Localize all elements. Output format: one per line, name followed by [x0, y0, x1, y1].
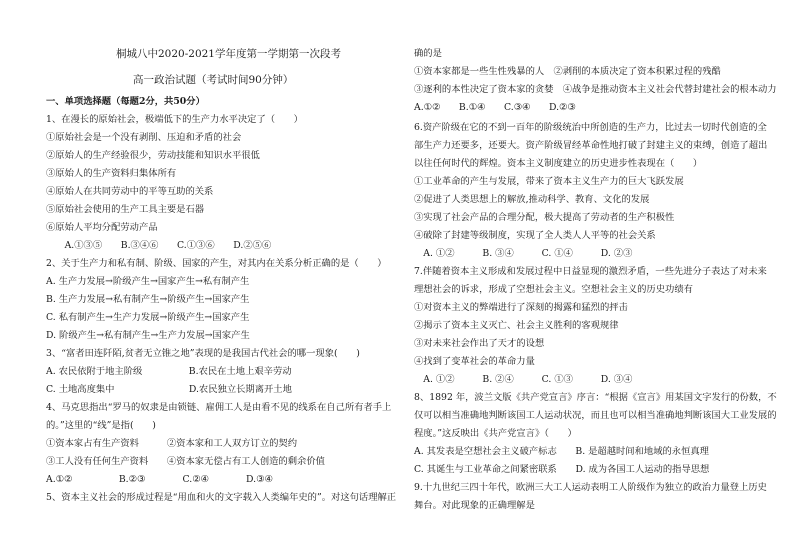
question-9-cont: 舞台。对此现象的正确理解是	[414, 500, 535, 511]
question-8-cont: 仅可以相当准确地判断该国工人运动状况，而且也可以相当准确地判断该国大工业发展的	[414, 410, 777, 421]
option-line: ①对资本主义的弊端进行了深刻的揭露和猛烈的抨击	[414, 302, 628, 313]
option-line: ③工人没有任何生产资料 ④资本家无偿占有工人创造的剩余价值	[46, 456, 325, 467]
option-line: ⑤原始社会使用的生产工具主要是石器	[46, 204, 205, 215]
question-9: 9.十九世纪三四十年代，欧洲三大工人运动表明工人阶级作为独立的政治力量登上历史	[414, 482, 767, 493]
question-8-cont: 程度。”这反映出《共产党宣言》（ ）	[414, 428, 577, 439]
question-6-cont: 部生产力还要多，还要大。资产阶级冒经革命性地打破了封建主义的束缚，创造了超出	[414, 140, 768, 151]
answer-choices: A.①② B.②③ C.②④ D.③④	[46, 474, 273, 485]
option-line: ③实现了社会产品的合理分配，极大提高了劳动者的生产积极性	[414, 212, 675, 223]
option-line: ③逐利的本性决定了资本家的贪婪 ④战争是推动资本主义社会代替封建社会的根本动力	[414, 84, 777, 95]
answer-choices: A.①③⑤ B.③④⑥ C.①③⑥ D.②⑤⑥	[46, 240, 272, 251]
answer-choices: A. 其发表是空想社会主义破产标志 B. 是超越时间和地域的永恒真理	[414, 446, 709, 457]
answer-choices: A. ①② B. ③④ C. ①④ D. ②③	[414, 248, 633, 259]
answer-choices: A. 农民依附于地主阶级 B.农民在土地上艰辛劳动	[46, 366, 292, 377]
question-5-cont: 确的是	[414, 48, 442, 59]
answer-choices: C. 其诞生与工业革命之间紧密联系 D. 成为各国工人运动的指导思想	[414, 464, 710, 475]
answer-choice: A. 生产力发展→阶级产生→国家产生→私有制产生	[46, 276, 250, 287]
question-4-cont: 的。”这里的“线”是指( )	[46, 420, 156, 431]
section-heading: 一、单项选择题（每题2分，共50分）	[46, 96, 205, 107]
question-7: 7.伴随着资本主义形成和发展过程中日益显现的激烈矛盾，一些先进分子表达了对未来	[414, 266, 767, 277]
question-5: 5、资本主义社会的形成过程是“用血和火的文字载入人类编年史的”。对这句话理解正	[46, 492, 397, 503]
option-line: ①资本家都是一些生性残暴的人 ②剥削的本质决定了资本积累过程的残酷	[414, 66, 721, 77]
question-6-cont: 以往任何时代的辉煌。资本主义制度建立的历史进步性表现在（ ）	[414, 158, 703, 169]
answer-choices: A. ①② B. ②④ C. ①③ D. ③④	[414, 374, 633, 385]
option-line: ①原始社会是一个没有剥削、压迫和矛盾的社会	[46, 132, 242, 143]
exam-subtitle: 高一政治试题（考试时间90分钟）	[133, 74, 294, 86]
option-line: ④找到了变革社会的革命力量	[414, 356, 535, 367]
question-1: 1、在漫长的原始社会，极端低下的生产力水平决定了（ ）	[46, 114, 303, 125]
answer-choice: C. 私有制产生→生产力发展→阶级产生→国家产生	[46, 312, 250, 323]
option-line: ③原始人的生产资料归集体所有	[46, 168, 177, 179]
option-line: ④原始人在共同劳动中的平等互助的关系	[46, 186, 214, 197]
option-line: ②揭示了资本主义灭亡、社会主义胜利的客观规律	[414, 320, 619, 331]
option-line: ③对未来社会作出了天才的设想	[414, 338, 545, 349]
question-4: 4、马克思指出“罗马的奴隶是由锁链、雇佣工人是由看不见的线系在自己所有者手上	[46, 402, 392, 413]
option-line: ⑥原始人平均分配劳动产品	[46, 222, 158, 233]
answer-choice: D. 阶级产生→私有制产生→生产力发展→国家产生	[46, 330, 250, 341]
option-line: ①资本家占有生产资料 ②资本家和工人双方订立的契约	[46, 438, 298, 449]
answer-choice: B. 生产力发展→私有制产生→阶级产生→国家产生	[46, 294, 250, 305]
answer-choices: C. 土地高度集中 D.农民独立长期离开土地	[46, 384, 292, 395]
question-8: 8、1892 年，波兰文版《共产党宣言》序言：“根据《宣言》用某国文字发行的份数，不	[414, 392, 777, 403]
option-line: ②原始人的生产经验很少，劳动技能和知识水平很低	[46, 150, 260, 161]
question-7-cont: 理想社会的诉求，形成了空想社会主义。空想社会主义的历史功绩有	[414, 284, 693, 295]
option-line: ④破除了封建等级制度，实现了全人类人人平等的社会关系	[414, 230, 656, 241]
question-2: 2、关于生产力和私有制、阶级、国家的产生，对其内在关系分析正确的是（ ）	[46, 258, 387, 269]
question-6: 6.资产阶级在它的不到一百年的阶级统治中所创造的生产力，比过去一切时代创造的全	[414, 122, 767, 133]
option-line: ②促进了人类思想上的解放,推动科学、教育、文化的发展	[414, 194, 650, 205]
option-line: ①工业革命的产生与发展，带来了资本主义生产力的巨大飞跃发展	[414, 176, 684, 187]
exam-title: 桐城八中2020-2021学年度第一学期第一次段考	[116, 48, 341, 60]
answer-choices: A.①② B.①④ C.③④ D.②③	[414, 102, 576, 113]
question-3: 3、“富者田连阡陌,贫者无立锥之地”表现的是我国古代社会的哪一现象( )	[46, 348, 360, 359]
